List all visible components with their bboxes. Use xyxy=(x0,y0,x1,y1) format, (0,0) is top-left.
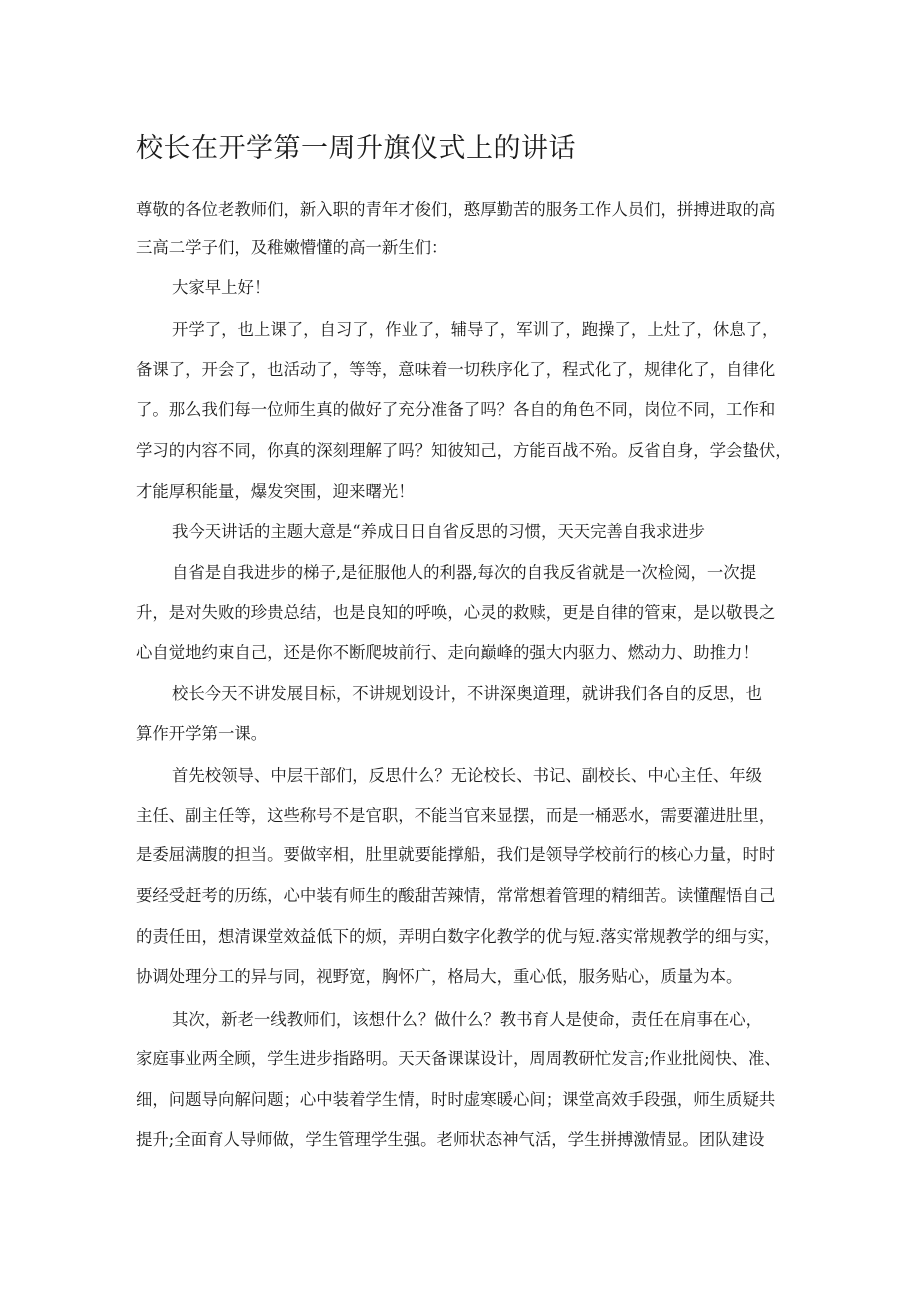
text-line: 尊敬的各位老教师们，新入职的青年才俊们，憨厚勤苦的服务工作人员们，拼搏进取的高 xyxy=(136,200,776,219)
text-line: 要经受赶考的历练，心中装有师生的酸甜苦辣情，常常想着管理的精细苦。读懂醒悟自己 xyxy=(136,886,776,905)
text-line: 才能厚积能量，爆发突围，迎来曙光！ xyxy=(136,482,415,501)
document-title: 校长在开学第一周升旗仪式上的讲话 xyxy=(136,133,576,164)
text-line: 算作开学第一课。 xyxy=(136,724,268,743)
text-line: 协调处理分工的异与同，视野宽，胸怀广，格局大，重心低，服务贴心，质量为本。 xyxy=(136,967,743,986)
text-line: 自省是自我进步的梯子,是征服他人的利器,每次的自我反省就是一次检阅，一次提 xyxy=(172,563,757,582)
text-line: 升，是对失败的珍贵总结，也是良知的呼唤，心灵的救赎，更是自律的管束，是以敬畏之 xyxy=(136,603,776,622)
text-line: 学习的内容不同，你真的深刻理解了吗？知彼知己，方能百战不殆。反省自身，学会蛰伏， xyxy=(136,441,792,460)
text-line: 的责任田，想清课堂效益低下的烦，弄明白数字化教学的优与短.落实常规教学的细与实， xyxy=(136,927,781,946)
text-line: 细，问题导向解问题；心中装着学生情，时时虚寒暖心间；课堂高效手段强，师生质疑共 xyxy=(136,1090,776,1109)
text-line: 家庭事业两全顾，学生进步指路明。天天备课谋设计，周周教研忙发言;作业批阅快、准、 xyxy=(136,1049,781,1068)
text-line: 大家早上好！ xyxy=(172,278,271,297)
text-line: 了。那么我们每一位师生真的做好了充分准备了吗？各自的角色不同，岗位不同，工作和 xyxy=(136,400,776,419)
text-line: 提升;全面育人导师做，学生管理学生强。老师状态神气活，学生拼搏激情显。团队建设 xyxy=(136,1130,765,1149)
text-line: 校长今天不讲发展目标，不讲规划设计，不讲深奥道理，就讲我们各自的反思，也 xyxy=(172,684,763,703)
text-line: 主任、副主任等，这些称号不是官职，不能当官来显摆，而是一桶恶水，需要灌进肚里， xyxy=(136,806,776,825)
text-line: 我今天讲话的主题大意是“养成日日自省反思的习惯，天天完善自我求进步 xyxy=(172,522,705,541)
text-line: 三高二学子们，及稚嫩懵懂的高一新生们： xyxy=(136,238,448,257)
text-line: 其次，新老一线教师们，该想什么？做什么？教书育人是使命，责任在肩事在心， xyxy=(172,1010,763,1029)
text-line: 是委屈满腹的担当。要做宰相，肚里就要能撑船，我们是领导学校前行的核心力量，时时 xyxy=(136,845,776,864)
text-line: 开学了，也上课了，自习了，作业了，辅导了，军训了，跑操了，上灶了，休息了， xyxy=(172,320,779,339)
text-line: 首先校领导、中层干部们，反思什么？无论校长、书记、副校长、中心主任、年级 xyxy=(172,766,763,785)
text-line: 心自觉地约束自己，还是你不断爬坡前行、走向巅峰的强大内驱力、燃动力、助推力！ xyxy=(136,643,759,662)
text-line: 备课了，开会了，也活动了，等等，意味着一切秩序化了，程式化了，规律化了，自律化 xyxy=(136,360,776,379)
